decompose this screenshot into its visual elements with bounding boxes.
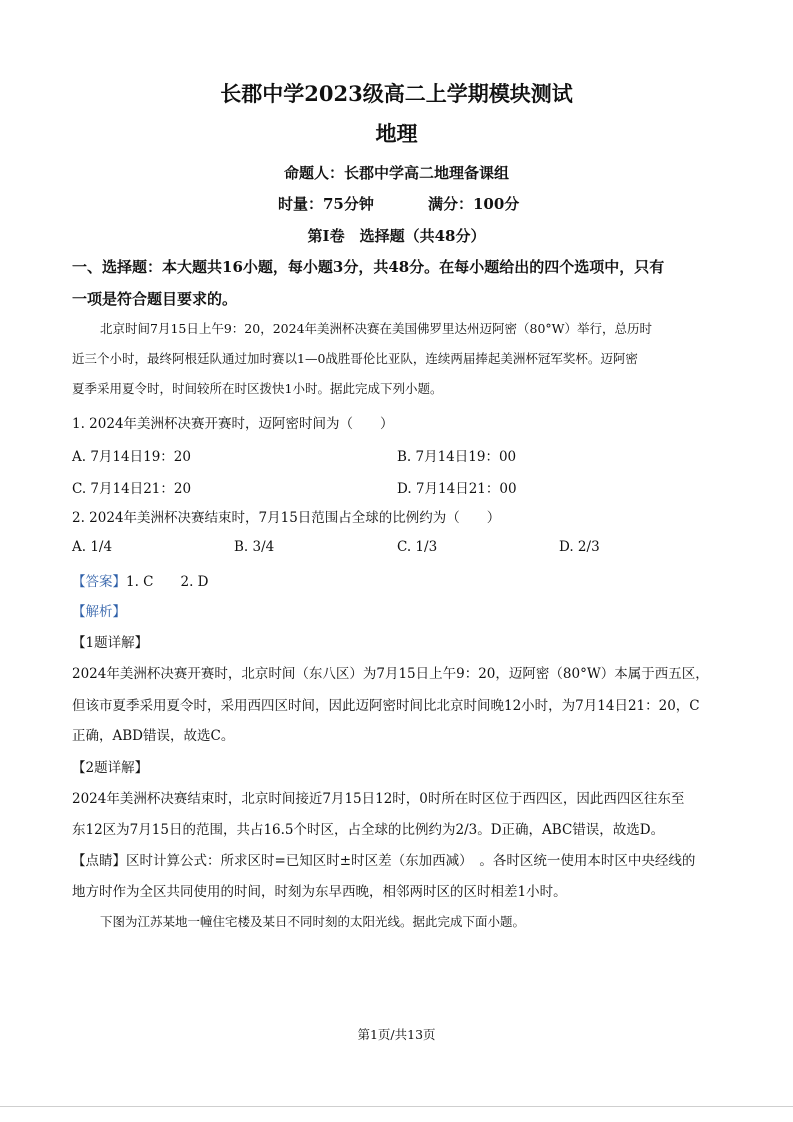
q1-option-a: A. 7月14日19：20 <box>72 449 191 465</box>
q2-option-b: B. 3/4 <box>234 539 275 555</box>
answer-line <box>72 570 209 590</box>
q1-option-d: D. 7月14日21：00 <box>397 481 517 497</box>
subject-title: 地理 <box>375 121 418 146</box>
section-heading-line2: 一项是符合题目要求的。 <box>72 290 238 308</box>
detail1-line1: 2024年美洲杯决赛开赛时，北京时间（东八区）为7月15日上午9：20，迈阿密（80°W）本属于西五区， <box>72 666 709 682</box>
volume-title: 第Ⅰ卷 选择题（共48分） <box>307 227 486 245</box>
passage2-intro: 下图为江苏某地一幢住宅楼及某日不同时刻的太阳光线。据此完成下面小题。 <box>100 914 526 929</box>
time-limit: 时量：75分钟 <box>278 195 374 213</box>
detail2-line1: 2024年美洲杯决赛结束时，北京时间接近7月15日12时，0时所在时区位于西四区，因此西四区往东至 <box>72 791 685 807</box>
detail1-line3: 正确，ABD错误，故选C。 <box>72 728 235 744</box>
passage1-line1: 北京时间7月15日上午9：20，2024年美洲杯决赛在美国佛罗里达州迈阿密（80°W）举行，总历时 <box>100 321 653 336</box>
question1-stem: 1. 2024年美洲杯决赛开赛时，迈阿密时间为（ ） <box>72 416 394 432</box>
answer-label: 【答案】 <box>72 574 126 590</box>
q1-option-c: C. 7月14日21：20 <box>72 481 192 497</box>
section-heading-line1: 一、选择题：本大题共16小题，每小题3分，共48分。在每小题给出的四个选项中，只有 <box>72 258 665 276</box>
tip-text-line1: 区时计算公式：所求区时=已知区时±时区差（东加西减） 。各时区统一使用本时区中央经线的 <box>126 853 696 869</box>
tip-line1 <box>72 849 695 869</box>
page-footer: 第1页/共13页 <box>357 1027 436 1042</box>
question2-stem: 2. 2024年美洲杯决赛结束时，7月15日范围占全球的比例约为（ ） <box>72 510 501 526</box>
exam-title: 长郡中学2023级高二上学期模块测试 <box>220 81 573 106</box>
detail2-label: 【2题详解】 <box>72 760 149 776</box>
passage1-line3: 夏季采用夏令时，时间较所在时区拨快1小时。据此完成下列小题。 <box>72 381 443 396</box>
page-bottom-divider <box>0 1106 793 1107</box>
answer-value: 1. C 2. D <box>126 574 209 590</box>
q1-option-b: B. 7月14日19：00 <box>397 449 517 465</box>
author-line: 命题人：长郡中学高二地理备课组 <box>283 164 509 182</box>
tip-line2: 地方时作为全区共同使用的时间，时刻为东早西晚，相邻两时区的区时相差1小时。 <box>72 884 567 900</box>
detail2-line2: 东12区为7月15日的范围，共占16.5个时区，占全球的比例约为2/3。D正确，ABC错误，故选D。 <box>72 822 665 838</box>
full-score: 满分：100分 <box>428 195 520 213</box>
detail1-label: 【1题详解】 <box>72 635 149 651</box>
passage1-line2: 近三个小时，最终阿根廷队通过加时赛以1—0战胜哥伦比亚队，连续两届捧起美洲杯冠军奖杯。迈阿密 <box>72 351 638 366</box>
detail1-line2: 但该市夏季采用夏令时，采用西四区时间，因此迈阿密时间比北京时间晚12小时，为7月14日21：20，C <box>72 698 700 714</box>
tip-label: 【点睛】 <box>72 853 126 869</box>
q2-option-a: A. 1/4 <box>72 539 113 555</box>
q2-option-c: C. 1/3 <box>397 539 438 555</box>
analysis-label: 【解析】 <box>72 604 126 620</box>
q2-option-d: D. 2/3 <box>559 539 600 555</box>
